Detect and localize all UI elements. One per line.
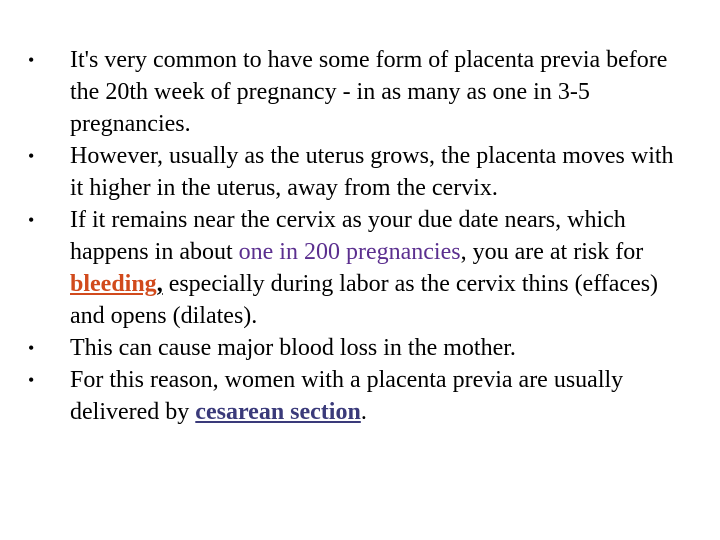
bleeding-link[interactable]: bleeding (70, 271, 157, 297)
bullet-dot: • (28, 370, 35, 390)
bullet-text: This can cause major blood loss in the mother. (70, 335, 516, 361)
bullet-dot: • (28, 338, 35, 358)
bullet-text-middle: , you are at risk for (460, 239, 644, 265)
bullet-text-end: . (360, 399, 367, 425)
cesarean-section-link[interactable]: cesarean section (195, 399, 361, 425)
bullet-text: However, usually as the uterus grows, the placenta moves with it higher in the uterus, away from the cervix. (70, 143, 674, 201)
bullet-item (28, 364, 688, 428)
bullet-item (28, 44, 688, 140)
highlighted-statistic: one in 200 pregnancies (238, 239, 461, 265)
bleeding-link-comma: , (156, 271, 163, 297)
bullet-item (28, 332, 688, 364)
bullet-dot: • (28, 146, 35, 166)
bullet-text-end: especially during labor as the cervix thins (effaces) and opens (dilates). (70, 271, 659, 329)
bullet-dot: • (28, 210, 35, 230)
bullet-item (28, 204, 688, 332)
bullet-text-start: If it remains near the cervix as your due date nears, which happens in about (70, 207, 626, 265)
bullet-dot: • (28, 50, 35, 70)
bullet-item (28, 140, 688, 204)
bullet-text: It's very common to have some form of placenta previa before the 20th week of pregnancy - in as many as one in 3-5 pregnancies. (70, 47, 668, 137)
bullet-list (28, 44, 688, 428)
bullet-text-start: For this reason, women with a placenta previa are usually delivered by (70, 367, 624, 425)
